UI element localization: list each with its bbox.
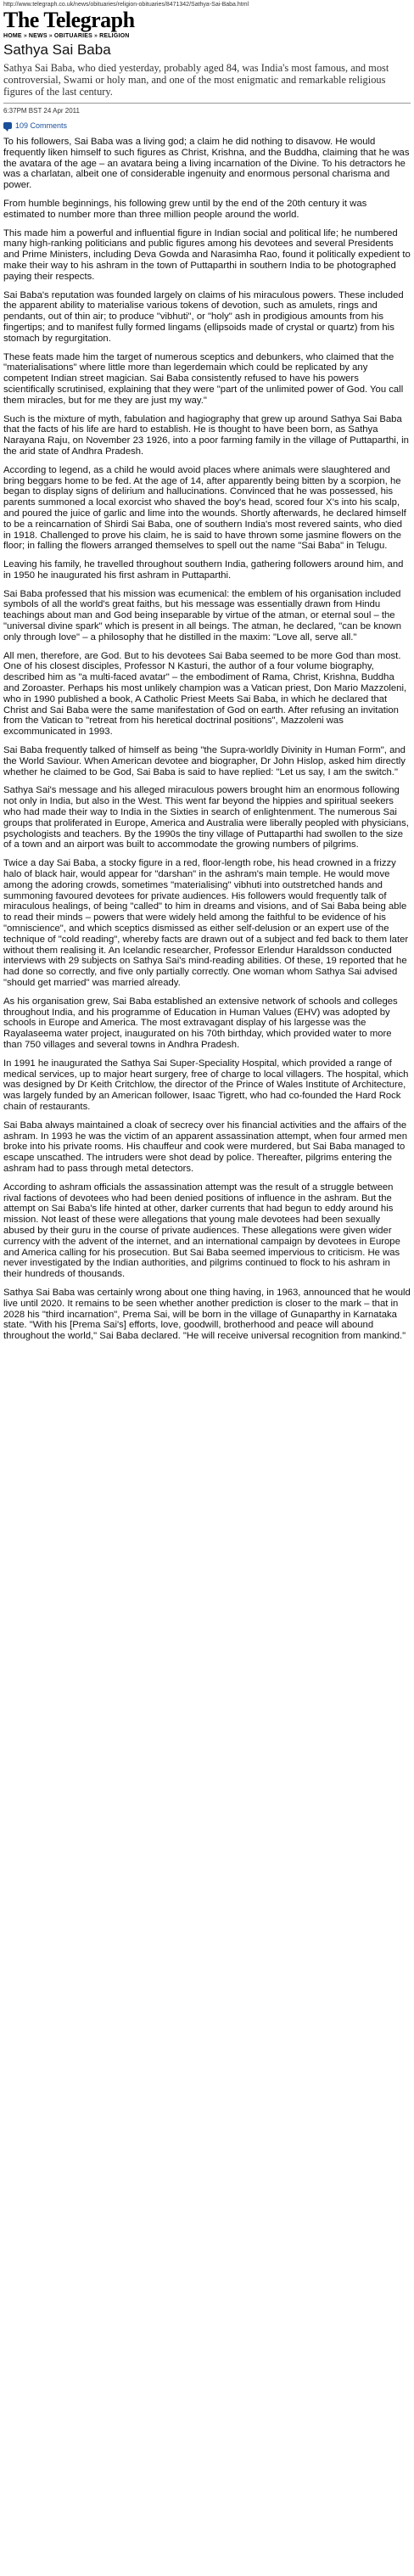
article-paragraph: According to ashram officials the assassination attempt was the result of a struggle between rival factions of devotees who had been denied positions of influence in the ashram. But the attempt on Sai Baba's life hinted at other, darker currents that had begun to eddy around his mission. Not least of these were allegations that young male devotees had been sexually abused by their guru in the course of private audiences. These allegations were given wider currency with the advent of the internet, and an international campaign by devotees in Europe and America calling for his prosecution. But Sai Baba seemed impervious to criticism. He was never investigated by the Indian authorities, and pilgrims continued to flock to his ashram in their hundreds of thousands. xyxy=(3,1181,400,1280)
article-paragraph: Sathya Sai's message and his alleged miraculous powers brought him an enormous following not only in India, but also in the West. This went far beyond the hippies and spiritual seekers who had made their way to India in the Sixties in search of enlightenment. The numerous Sai groups that proliferated in Europe, America and Australia were liberally peopled with physicians, psychologists and teachers. By the 1990s the tiny village of Puttaparthi had swollen to the size of a town and an airport was built to accommodate the growing numbers of pilgrims. xyxy=(3,785,409,850)
article-paragraph: All men, therefore, are God. But to his devotees Sai Baba seemed to be more God than most. One of his closest disciples, Professor N Kasturi, the author of a four volume biography, described him as "a multi-faced avatar" – the embodiment of Rama, Christ, Krishna, Buddha and Zoroaster. Perhaps his most unlikely champion was a Vatican priest, Don Mario Mazzoleni, who in 1990 published a book, A Catholic Priest Meets Sai Baba, in which he declared that Christ and Sai Baba were the same manifestation of God on earth. After refusing an invitation from the Vatican to "retreat from his heretical doctrinal positions", Mazzoleni was excommunicated in 1993. xyxy=(3,650,407,738)
article-paragraph: Sathya Sai Baba was certainly wrong about one thing having, in 1963, announced that he would live until 2020. It remains to be seen whether another prediction is closer to the mark – that in 2028 his "third incarnation", Prema Sai, will be born in the village of Gunaparthy in Karnataka state. "With his [Prema Sai's] efforts, love, goodwill, brotherhood and peace will abound throughout the world," Sai Baba declared. "He will receive universal recognition from mankind." xyxy=(3,1287,411,1342)
article-body xyxy=(0,133,414,1342)
page-title: Sathya Sai Baba xyxy=(3,42,111,58)
article-paragraph: To his followers, Sai Baba was a living god; a claim he did nothing to disavow. He would frequently liken himself to such figures as Christ, Krishna, and the Buddha, claiming that he was the avatara of the age – an avatara being a living incarnation of the Divine. To his detractors he was a charlatan, albeit one of considerable ingenuity and enormous personal charisma and power. xyxy=(3,137,410,191)
article-paragraph: This made him a powerful and influential figure in Indian social and political life; he numbered many high-ranking politicians and public figures among his devotees and several Presidents and Prime Ministers, including Deva Gowda and Narasimha Rao, found it politically expedient to make their way to his ashram in the town of Puttaparthi in southern India to be photographed paying their respects. xyxy=(3,227,411,282)
article-paragraph: Sai Baba always maintained a cloak of secrecy over his financial activities and the affairs of the ashram. In 1993 he was the victim of an apparent assassination attempt, when four armed men broke into his private rooms. His chauffeur and cook were murdered, but Sai Baba managed to escape unscathed. The intruders were shot dead by police. Thereafter, pilgrims entering the ashram had to pass through metal detectors. xyxy=(3,1120,407,1174)
site-masthead-logo[interactable]: The Telegraph xyxy=(3,8,135,32)
article-paragraph: These feats made him the target of numerous sceptics and debunkers, who claimed that the "materialisations" where little more than legerdemain which could be replicated by any competent Indian street magician. Sai Baba consistently refused to have his powers scientifically scrutinised, explaining that they were "part of the unlimited power of God. You call them miracles, but for me they are just my way." xyxy=(3,351,404,406)
breadcrumb-news[interactable]: NEWS xyxy=(28,33,48,39)
breadcrumb-obituaries[interactable]: OBITUARIES xyxy=(53,33,92,39)
article-paragraph: Sai Baba professed that his mission was ecumenical: the emblem of his organisation included symbols of all the world's great faiths, but his message was essentially drawn from Hindu teachings about man and God being inseparable by virtue of the atman, or eternal soul – the "universal divine spark" which is present in all beings. The atman, he declared, "can be known only through love" – a philosophy that he distilled in the maxim: "Love all, serve all." xyxy=(3,588,401,643)
article-paragraph: According to legend, as a child he would avoid places where animals were slaughtered and bring beggars home to be fed. At the age of 14, after apparently being bitten by a scorpion, he began to display signs of delirium and hallucinations. Convinced that he was possessed, his parents summoned a local exorcist who shaved the boy's head, scored four X's into his scalp, and poured the juice of garlic and lime into the wounds. Shortly afterwards, he declared himself to be a reincarnation of Shirdi Sai Baba, one of southern India's most revered saints, who died in 1918. Challenged to prove his claim, he is said to have thrown some jasmine flowers on the floor; in falling the flowers arranged themselves to spell out the name "Sai Baba" in Telugu. xyxy=(3,464,406,552)
article-paragraph: Twice a day Sai Baba, a stocky figure in a red, floor-length robe, his head crowned in a frizzy halo of black hair, would appear for "darshan" in the ashram's main temple. He would move among the adoring crowds, sometimes "materialising" vibhuti into outstretched hands and summoning favoured devotees for private audiences. His followers would frequently talk of miraculous healings, of being "called" to him in dreams and visions, and of Sai Baba being able to read their minds – powers that were widely held among the faithful to be evidence of his "omniscience", and which sceptics dismissed as either self-delusion or an expert use of the technique of "cold reading", whereby facts are drawn out of a subject and fed back to them later without them realising it. An Icelandic researcher, Professor Erlendur Haraldsson conducted interviews with 29 subjects on Sathya Sai's mind-reading abilities. Of these, 19 reported that he had done so correctly, and five only partially correctly. One woman whom Sathya Sai advised "should get married" was married already. xyxy=(3,858,409,988)
article-paragraph: From humble beginnings, his following grew until by the end of the 20th century it was estimated to number more than three million people around the world. xyxy=(3,198,367,220)
article-paragraph: Such is the mixture of myth, fabulation and hagiography that grew up around Sathya Sai Baba that the facts of his life are hard to establish. He is thought to have been born, as Sathya Narayana Raju, on November 23 1926, into a poor farming family in the village of Puttaparthi, in the arid state of Andhra Pradesh. xyxy=(3,413,409,457)
article-standfirst: Sathya Sai Baba, who died yesterday, probably aged 84, was India's most famous, and most controversial, Swami or holy man, and one of the most enigmatic and remarkable religious figures of the last century. xyxy=(3,62,389,98)
comments-bar xyxy=(0,118,414,133)
article-paragraph: As his organisation grew, Sai Baba established an extensive network of schools and colleges throughout India, and his programme of Education in Human Values (EHV) was adopted by schools in Europe and America. The most extravagant display of his largesse was the Rayalaseema water project, inaugurated on his 70th birthday, which provided water to more than 750 villages and several towns in Andhra Pradesh. xyxy=(3,996,398,1050)
article-paragraph: In 1991 he inaugurated the Sathya Sai Super-Speciality Hospital, which provided a range of medical services, up to major heart surgery, free of charge to local villagers. The hospital, which was designed by Dr Keith Critchlow, the director of the Prince of Wales Institute of Architecture, was largely funded by an American follower, Isaac Tigrett, who had co-founded the Hard Rock chain of restaurants. xyxy=(3,1058,409,1112)
article-timestamp: 6:37PM BST 24 Apr 2011 xyxy=(3,107,80,115)
breadcrumb-separator: » xyxy=(93,33,98,39)
comments-link[interactable]: 109 Comments xyxy=(15,121,68,130)
article-paragraph: Sai Baba's reputation was founded largely on claims of his miraculous powers. These included the apparent ability to materialise various tokens of devotion, such as amulets, rings and pendants, out of thin air; to produce "vibhuti", or "holy" ash in prodigious amounts from his fingertips; and to manifest fully formed lingams (ellipsoids made of crystal or quartz) from his stomach by regurgitation. xyxy=(3,289,404,344)
article-paragraph: Leaving his family, he travelled throughout southern India, gathering followers around him, and in 1950 he inaugurated his first ashram in Puttaparthi. xyxy=(3,559,404,581)
breadcrumb xyxy=(0,32,414,42)
breadcrumb-separator: » xyxy=(48,33,53,39)
breadcrumb-religion[interactable]: RELIGION xyxy=(99,33,130,39)
breadcrumb-home[interactable]: HOME xyxy=(3,33,22,39)
breadcrumb-separator: » xyxy=(23,33,27,39)
comment-bubble-icon[interactable] xyxy=(3,122,12,129)
article-paragraph: Sai Baba frequently talked of himself as being "the Supra-worldly Divinity in Human Form", and the World Saviour. When American devotee and biographer, Dr John Hislop, asked him directly whether he claimed to be God, Sai Baba is said to have replied: "Let us say, I am the switch." xyxy=(3,745,406,777)
divider xyxy=(3,103,411,104)
browser-url[interactable]: http://www.telegraph.co.uk/news/obituaries/religion-obituaries/8471342/Sathya-Sai-Baba.html xyxy=(3,2,249,8)
